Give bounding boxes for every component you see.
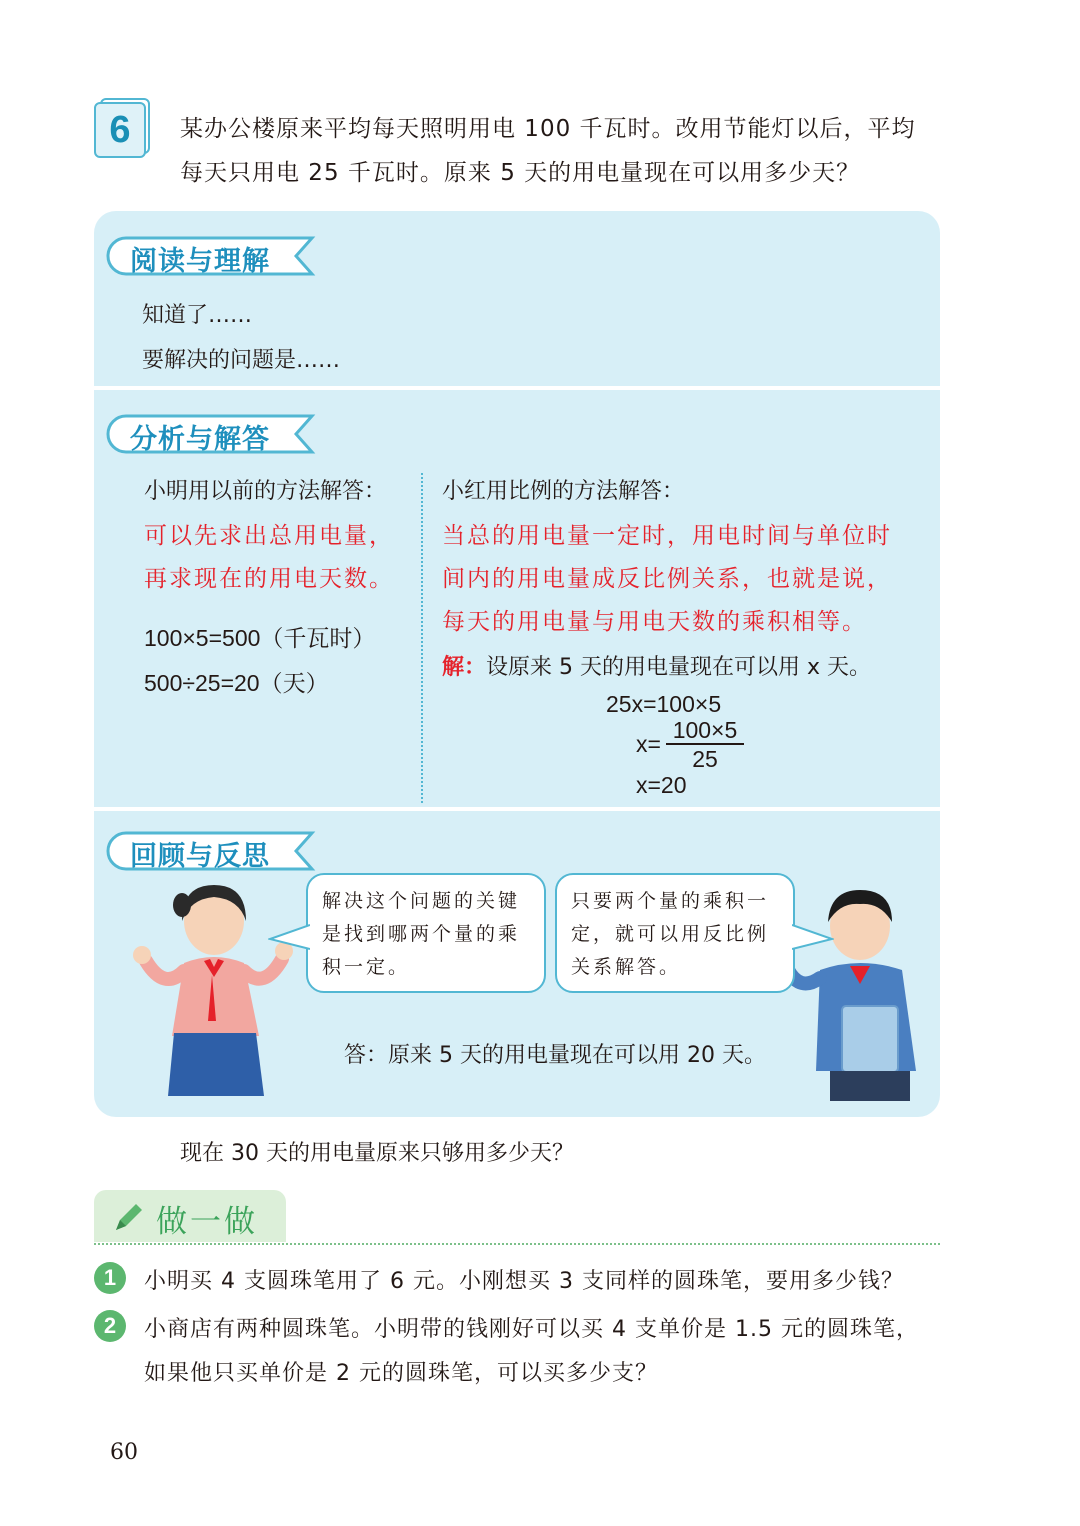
exercise-number-2: 2: [94, 1310, 126, 1342]
section-divider: [94, 807, 940, 811]
exercise-number-1: 1: [94, 1262, 126, 1294]
fraction-denominator: 25: [692, 746, 718, 772]
speech-bubble-girl: 解决这个问题的关键是找到哪两个量的乘积一定。: [306, 873, 546, 993]
exercise-2-line1: 小商店有两种圆珠笔。小明带的钱刚好可以买 4 支单价是 1.5 元的圆珠笔，: [144, 1317, 919, 1342]
calc-step1: 100×5=500（千瓦时）: [144, 625, 376, 651]
calc-step2: 500÷25=20（天）: [144, 670, 329, 696]
section-tag-analysis: [106, 414, 316, 454]
equation-line2-lhs: x=: [636, 731, 661, 757]
fraction-numerator: 100×5: [666, 717, 744, 745]
bubble-tail-boy: [792, 923, 834, 953]
section-tag-reading: [106, 236, 316, 276]
problem-number-badge: [94, 98, 148, 154]
followup-question: 现在 30 天的用电量原来只够用多少天？: [180, 1141, 574, 1166]
speech-bubble-boy: 只要两个量的乘积一定，就可以用反比例关系解答。: [555, 873, 795, 993]
section-title-analysis: 分析与解答: [130, 424, 270, 455]
section-title-reading: 阅读与理解: [130, 246, 270, 277]
problem-number: 6: [94, 102, 146, 158]
problem-text-line2: 每天只用电 25 千瓦时。原来 5 天的用电量现在可以用多少天？: [180, 160, 861, 186]
problem-text-line1: 某办公楼原来平均每天照明用电 100 千瓦时。改用节能灯以后，平均: [180, 116, 916, 142]
doit-tag: [94, 1190, 286, 1242]
equation-line3: x=20: [636, 772, 687, 798]
xiaoming-red-line1: 可以先求出总用电量，: [144, 523, 394, 549]
solution-panel: [94, 211, 940, 1117]
answer-text: 答：原来 5 天的用电量现在可以用 20 天。: [344, 1043, 766, 1068]
page-number: 60: [110, 1440, 138, 1465]
pencil-icon: [112, 1200, 146, 1234]
xiaohong-red-line1: 当总的用电量一定时，用电时间与单位时: [442, 523, 892, 549]
section-divider: [94, 386, 940, 390]
xiaohong-red-line3: 每天的用电量与用电天数的乘积相等。: [442, 609, 867, 635]
xiaohong-red-line2: 间内的用电量成反比例关系，也就是说，: [442, 566, 892, 592]
section-title-review: 回顾与反思: [130, 841, 270, 872]
xiaohong-heading: 小红用比例的方法解答：: [442, 479, 685, 504]
solve-label: 解：: [442, 655, 487, 680]
column-divider: [421, 473, 423, 803]
solve-text: 设原来 5 天的用电量现在可以用 x 天。: [486, 655, 872, 680]
bubble-tail-girl: [268, 923, 310, 953]
doit-divider: [94, 1243, 940, 1245]
equation-line1: 25x=100×5: [606, 691, 722, 717]
doit-title: 做一做: [156, 1204, 258, 1240]
section-tag-review: [106, 831, 316, 871]
boy-illustration-icon: [780, 886, 940, 1101]
exercise-2-line2: 如果他只买单价是 2 元的圆珠笔，可以买多少支？: [144, 1361, 658, 1386]
girl-illustration-icon: [124, 881, 294, 1096]
reading-line1: 知道了……: [142, 303, 253, 328]
xiaoming-heading: 小明用以前的方法解答：: [144, 479, 387, 504]
reading-line2: 要解决的问题是……: [142, 348, 341, 373]
exercise-1-line1: 小明买 4 支圆珠笔用了 6 元。小刚想买 3 支同样的圆珠笔，要用多少钱？: [144, 1269, 904, 1294]
xiaoming-red-line2: 再求现在的用电天数。: [144, 566, 394, 592]
solve-line: [442, 650, 871, 681]
